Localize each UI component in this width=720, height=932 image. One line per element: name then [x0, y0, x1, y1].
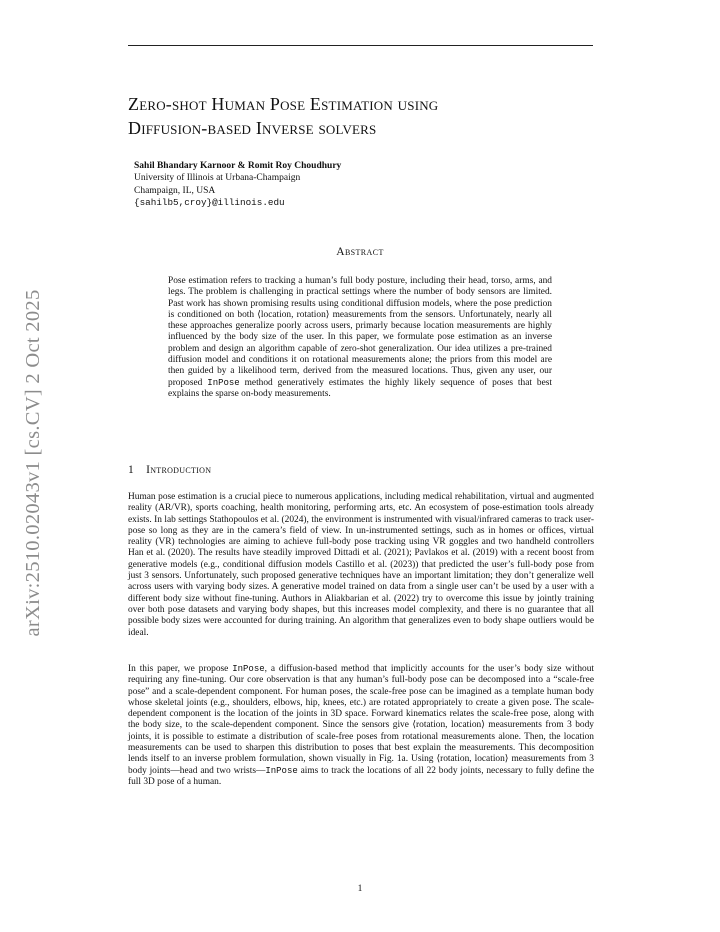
- intro-p2-part-3: aims to track the locations of all 22 body joints, necessary to fully define the full 3D pose of a human.: [128, 765, 594, 787]
- page-number: 1: [357, 884, 363, 894]
- section-title: Introduction: [146, 464, 212, 476]
- author-block: [134, 160, 341, 209]
- author-names: Sahil Bhandary Karnoor & Romit Roy Choudhury: [134, 161, 342, 171]
- intro-paragraph-2: [128, 664, 594, 788]
- title-line-1: Zero-shot Human Pose Estimation using: [128, 94, 439, 114]
- intro-p2-method-1: InPose: [232, 664, 265, 674]
- author-email: {sahilb5,croy}@illinois.edu: [134, 196, 285, 208]
- intro-paragraph-1: Human pose estimation is a crucial piece to numerous applications, including medical rehabilitation, virtual and augmented reality (AR/VR), sports coaching, health monitoring, performing arts, etc. An ecosystem of pose-estimation tools already exists. In lab settings Stathopoulos et al. (2024), the environment is instrumented with visual/infrared cameras to track user-pose so long as they are in the camera’s field of view. In un-instrumented settings, such as in homes or offices, virtual reality (VR) technologies are aiming to achieve full-body pose tracking using VR goggles and two handheld controllers Han et al. (2020). The results have steadily improved Dittadi et al. (2021); Pavlakos et al. (2019) with a recent boost from generative models (e.g., conditional diffusion models Castillo et al. (2023)) that predicted the user’s full-body pose from just 3 sensors. Unfortunately, such proposed generative techniques have an important limitation; they don’t generalize well across users with varying body sizes. A generative model trained on data from a single user can’t be used by a user with a different body size without fine-tuning. Authors in Aliakbarian et al. (2022) try to overcome this issue by jointly training over both pose datasets and varying body shapes, but this increases model complexity, and there is no guarantee that all possible body sizes were accounted for during training. An algorithm that generalizes even to body shape outliers would be ideal.: [128, 492, 594, 638]
- author-location: Champaign, IL, USA: [134, 185, 216, 196]
- section-heading: [128, 464, 211, 476]
- abstract-text: [168, 276, 552, 400]
- intro-p2-part-1: In this paper, we propose: [128, 664, 233, 674]
- abstract-text-part-1: Pose estimation refers to tracking a human’s full body posture, including their head, torso, arms, and legs. The problem is challenging in practical settings where the number of body sensors are limited. Past work has shown promising results using conditional diffusion models, where the pose prediction is conditioned on both ⟨location, rotation⟩ measurements from the sensors. Unfortunately, nearly all these approaches generalize poorly across users, primarly because location measurements are highly influenced by the body size of the user. In this paper, we formulate pose estimation as an inverse problem and design an algorithm capable of zero-shot generalization. Our idea utilizes a pre-trained diffusion model and conditions it on rotational measurements alone; the priors from this model are then guided by a likelihood term, derived from the measured locations. Thus, given any user, our proposed: [168, 276, 552, 388]
- intro-p2-part-2: , a diffusion-based method that implicitly accounts for the user’s body size without requiring any fine-tuning. Our core observation is that any human’s full-body pose can be decomposed into a “scale-free pose” and a scale-dependent component. For human poses, the scale-free pose can be imagined as a template human body whose skeletal joints (e.g., shoulders, elbows, hip, knees, etc.) are rotated appropriately to create a given pose. The scale-dependent component is the location of the joints in 3D space. Forward kinematics relates the scale-free pose, along with the body size, to the scale-dependent component. Since the sensors give ⟨rotation, location⟩ measurements from 3 body joints, it is possible to estimate a distribution of scale-free poses from rotational measurements alone. Then, the location measurements can be used to sharpen this distribution to poses that best explain the measurements. This decomposition lends itself to an inverse problem formulation, shown visually in Fig. 1a. Using ⟨rotation, location⟩ measurements from 3 body joints—head and two wrists—: [128, 664, 594, 776]
- arxiv-identifier: arXiv:2510.02043v1 [cs.CV] 2 Oct 2025: [22, 289, 44, 637]
- paper-title: [128, 93, 598, 140]
- abstract-method-name: InPose: [207, 377, 240, 388]
- author-affiliation: University of Illinois at Urbana-Champaign: [134, 173, 301, 184]
- abstract-heading: Abstract: [336, 246, 384, 258]
- title-line-2: Diffusion-based Inverse solvers: [128, 117, 377, 138]
- intro-p2-method-2: InPose: [265, 765, 298, 776]
- section-number: 1: [128, 464, 135, 476]
- top-rule: [128, 45, 593, 46]
- abstract-text-part-2: method generatively estimates the highly likely sequence of poses that best explains the sparse on-body measurements.: [168, 377, 553, 399]
